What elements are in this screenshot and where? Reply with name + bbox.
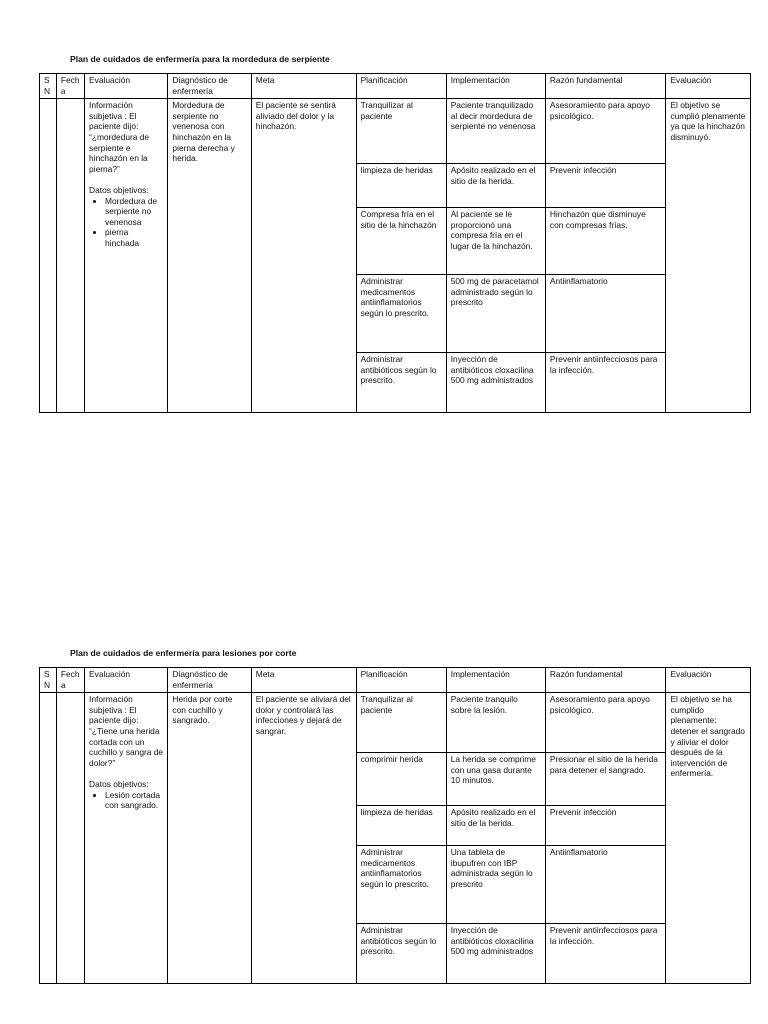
care-plan-table	[39, 667, 751, 984]
cell-goal: El paciente se aliviará del dolor y controlará las infecciones y dejará de sangrar.	[251, 693, 356, 984]
header-diagnostico: Diagnóstico de enfermería	[168, 668, 251, 693]
header-evaluacion-final: Evaluación	[666, 668, 751, 693]
cell-rationale: Prevenir antiinfecciosos para la infección.	[545, 924, 666, 984]
cell-planning: Tranquilizar al paciente	[356, 693, 446, 753]
header-implementacion: Implementación	[446, 668, 545, 693]
cell-implementation: Paciente tranquilo sobre la lesión.	[446, 693, 545, 753]
objective-label: Datos objetivos:	[89, 778, 149, 789]
header-planificacion: Planificación	[356, 74, 446, 99]
cell-fecha	[56, 693, 84, 984]
cell-planning: Administrar medicamentos antiinflamatorios según lo prescrito.	[356, 275, 446, 353]
cell-rationale: Antiinflamatorio	[545, 275, 666, 353]
cell-assessment	[85, 693, 168, 984]
header-implementacion: Implementación	[446, 74, 545, 99]
header-razon: Razón fundamental	[545, 668, 666, 693]
cell-planning: Administrar medicamentos antiinflamatorios según lo prescrito.	[356, 846, 446, 924]
plan-title: Plan de cuidados de enfermería para lesiones por corte	[70, 648, 297, 658]
cell-final-evaluation: El objetivo se cumplió plenamente ya que la hinchazón disminuyó.	[666, 99, 751, 413]
cell-goal: El paciente se sentirá aliviado del dolor y la hinchazón.	[251, 99, 356, 413]
objective-label: Datos objetivos:	[89, 184, 149, 195]
header-fecha: Fecha	[56, 74, 84, 99]
objective-list	[89, 790, 163, 811]
header-diagnostico: Diagnóstico de enfermería	[168, 74, 251, 99]
cell-diagnosis: Herida por corte con cuchillo y sangrado.	[168, 693, 251, 984]
cell-fecha	[56, 99, 84, 413]
header-evaluacion: Evaluación	[85, 668, 168, 693]
cell-final-evaluation: El objetivo se ha cumplido plenamente: detener el sangrado y aliviar el dolor después de la intervención de enfermería.	[666, 693, 751, 984]
cell-assessment	[85, 99, 168, 413]
header-meta: Meta	[251, 74, 356, 99]
cell-planning: limpieza de heridas	[356, 164, 446, 208]
subjective-data: Información subjetiva : El paciente dijo: “¿Tiene una herida cortada con un cuchillo y sangra de dolor?”	[89, 694, 164, 768]
cell-implementation: Inyección de antibióticos cloxacilina 500 mg administrados	[446, 353, 545, 413]
objective-list	[89, 196, 163, 249]
list-item: • Mordedura de serpiente no venenosa	[105, 196, 163, 228]
cell-rationale: Asesoramiento para apoyo psicológico.	[545, 99, 666, 164]
header-razon: Razón fundamental	[545, 74, 666, 99]
header-row	[40, 74, 751, 99]
table-row	[40, 693, 751, 753]
cell-planning: Administrar antibióticos según lo prescrito.	[356, 924, 446, 984]
cell-planning: Compresa fría en el sitio de la hinchazón	[356, 208, 446, 275]
header-sn: SN	[40, 74, 57, 99]
header-fecha: Fecha	[56, 668, 84, 693]
header-meta: Meta	[251, 668, 356, 693]
care-plan-snakebite	[39, 53, 751, 413]
header-planificacion: Planificación	[356, 668, 446, 693]
cell-implementation: Al paciente se le proporcionó una compresa fría en el lugar de la hinchazón.	[446, 208, 545, 275]
cell-planning: Administrar antibióticos según lo prescrito.	[356, 353, 446, 413]
cell-rationale: Prevenir infección	[545, 164, 666, 208]
cell-rationale: Prevenir infección	[545, 806, 666, 846]
cell-implementation: 500 mg de paracetamol administrado según lo prescrito	[446, 275, 545, 353]
cell-rationale: Presionar el sitio de la herida para detener el sangrado.	[545, 753, 666, 806]
cell-implementation: Apósito realizado en el sitio de la herida.	[446, 164, 545, 208]
cell-rationale: Hinchazón que disminuye con compresas frías.	[545, 208, 666, 275]
cell-implementation: Paciente tranquilizado al decir mordedura de serpiente no venenosa	[446, 99, 545, 164]
cell-diagnosis: Mordedura de serpiente no venenosa con hinchazón en la pierna derecha y herida.	[168, 99, 251, 413]
cell-planning: comprimir herida	[356, 753, 446, 806]
cell-implementation: Apósito realizado en el sitio de la herida.	[446, 806, 545, 846]
header-row	[40, 668, 751, 693]
cell-rationale: Prevenir antiinfecciosos para la infección.	[545, 353, 666, 413]
cell-sn	[40, 99, 57, 413]
table-row	[40, 99, 751, 164]
cell-implementation: La herida se comprime con una gasa durante 10 minutos.	[446, 753, 545, 806]
subjective-data: Información subjetiva : El paciente dijo: “¿mordedura de serpiente e hinchazón en la pierna?”	[89, 100, 150, 174]
plan-title: Plan de cuidados de enfermería para la mordedura de serpiente	[70, 54, 330, 64]
cell-planning: limpieza de heridas	[356, 806, 446, 846]
header-sn: SN	[40, 668, 57, 693]
list-item: • Lesión cortada con sangrado.	[105, 790, 163, 811]
cell-planning: Tranquilizar al paciente	[356, 99, 446, 164]
header-evaluacion-final: Evaluación	[666, 74, 751, 99]
list-item: • pierna hinchada	[105, 227, 163, 248]
header-evaluacion: Evaluación	[85, 74, 168, 99]
cell-rationale: Antiinflamatorio	[545, 846, 666, 924]
cell-implementation: Una tableta de ibupufren con IBP administrada según lo prescrito	[446, 846, 545, 924]
care-plan-cut-injury	[39, 647, 751, 984]
cell-rationale: Asesoramiento para apoyo psicológico.	[545, 693, 666, 753]
cell-implementation: Inyección de antibióticos cloxacilina 500 mg administrados	[446, 924, 545, 984]
cell-sn	[40, 693, 57, 984]
care-plan-table	[39, 73, 751, 413]
